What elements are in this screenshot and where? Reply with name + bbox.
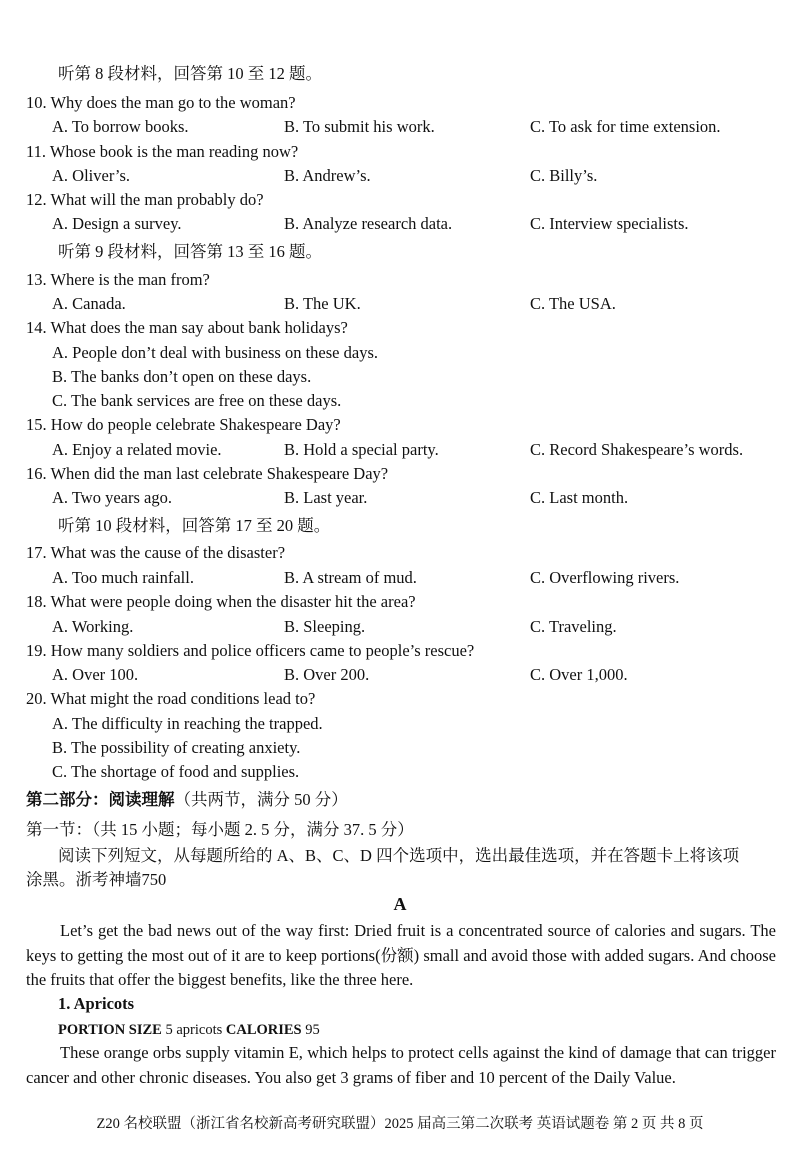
q18-option-a: A. Working. — [52, 617, 134, 636]
q15-option-c: C. Record Shakespeare’s words. — [530, 440, 744, 459]
part-2-title: 第二部分：阅读理解 — [26, 790, 175, 809]
q20-option-c: C. The shortage of food and supplies. — [52, 762, 300, 781]
question-10-stem: 10. Why does the man go to the woman? — [26, 93, 296, 112]
q17-option-c: C. Overflowing rivers. — [530, 568, 680, 587]
q15-option-a: A. Enjoy a related movie. — [52, 440, 222, 459]
q17-option-a: A. Too much rainfall. — [52, 568, 194, 587]
calories-label: CALORIES — [225, 1022, 302, 1038]
q19-option-b: B. Over 200. — [284, 665, 370, 684]
q14-option-a: A. People don’t deal with business on these days. — [52, 343, 378, 362]
question-19-stem: 19. How many soldiers and police officers came to people’s rescue? — [26, 641, 475, 660]
passage-a-paragraph-1: Let’s get the bad news out of the way first: Dried fruit is a concentrated source of calories and sugars. The keys to getting the most out of it are to keep portions(份额) small and avoid those with added sugars. And choose the fruits that offer the biggest benefits, like the three here. — [26, 921, 776, 989]
portion-size-label: PORTION SIZE — [58, 1022, 162, 1038]
q19-option-a: A. Over 100. — [52, 665, 139, 684]
section-1-heading: 第一节：（共 15 小题；每小题 2. 5 分，满分 37. 5 分） — [26, 820, 414, 839]
q16-option-c: C. Last month. — [530, 488, 629, 507]
q10-option-c: C. To ask for time extension. — [530, 117, 721, 136]
reading-instruction: 阅读下列短文，从每题所给的 A、B、C、D 四个选项中，选出最佳选项，并在答题卡上将该项 — [58, 846, 740, 865]
q16-option-a: A. Two years ago. — [52, 488, 172, 507]
page-footer: Z20 名校联盟（浙江省名校新高考研究联盟）2025 届高三第二次联考 英语试题卷 第 2 页 共 8 页 — [96, 1116, 704, 1132]
q20-option-b: B. The possibility of creating anxiety. — [52, 738, 301, 757]
question-14-stem: 14. What does the man say about bank holidays? — [26, 318, 348, 337]
question-12-stem: 12. What will the man probably do? — [26, 190, 264, 209]
q16-option-b: B. Last year. — [284, 488, 368, 507]
q17-option-b: B. A stream of mud. — [284, 568, 417, 587]
part-2-title-note: （共两节，满分 50 分） — [174, 790, 348, 809]
passage-a-heading: A — [393, 894, 407, 914]
question-15-stem: 15. How do people celebrate Shakespeare Day? — [26, 415, 341, 434]
q12-option-b: B. Analyze research data. — [284, 214, 453, 233]
q10-option-a: A. To borrow books. — [52, 117, 189, 136]
section-10-intro: 听第 10 段材料，回答第 17 至 20 题。 — [58, 516, 331, 535]
question-20-stem: 20. What might the road conditions lead to? — [26, 689, 316, 708]
question-18-stem: 18. What were people doing when the disaster hit the area? — [26, 592, 416, 611]
q12-option-a: A. Design a survey. — [52, 214, 182, 233]
passage-a-paragraph-2: These orange orbs supply vitamin E, which helps to protect cells against the kind of damage that can trigger cancer and other chronic diseases. You also get 3 grams of fiber and 10 percent of the Daily Value. — [26, 1043, 776, 1087]
portion-size-value: 5 apricots — [165, 1022, 223, 1038]
q11-option-c: C. Billy’s. — [530, 166, 598, 185]
q14-option-c: C. The bank services are free on these days. — [52, 391, 342, 410]
item-1-title: 1. Apricots — [58, 994, 135, 1013]
q13-option-a: A. Canada. — [52, 294, 126, 313]
q14-option-b: B. The banks don’t open on these days. — [52, 367, 312, 386]
q19-option-c: C. Over 1,000. — [530, 665, 628, 684]
question-11-stem: 11. Whose book is the man reading now? — [26, 142, 299, 161]
q18-option-b: B. Sleeping. — [284, 617, 366, 636]
part-2-heading — [26, 790, 348, 810]
section-9-intro: 听第 9 段材料，回答第 13 至 16 题。 — [58, 242, 322, 261]
q12-option-c: C. Interview specialists. — [530, 214, 689, 233]
q18-option-c: C. Traveling. — [530, 617, 617, 636]
q13-option-b: B. The UK. — [284, 294, 361, 313]
question-16-stem: 16. When did the man last celebrate Shakespeare Day? — [26, 464, 389, 483]
q15-option-b: B. Hold a special party. — [284, 440, 439, 459]
question-17-stem: 17. What was the cause of the disaster? — [26, 543, 286, 562]
portion-info — [58, 1020, 320, 1040]
reading-instruction-cont: 涂黑。浙考神墙750 — [26, 870, 167, 889]
q10-option-b: B. To submit his work. — [284, 117, 435, 136]
q11-option-b: B. Andrew’s. — [284, 166, 371, 185]
q13-option-c: C. The USA. — [530, 294, 616, 313]
question-13-stem: 13. Where is the man from? — [26, 270, 210, 289]
calories-value: 95 — [305, 1022, 320, 1038]
section-8-intro: 听第 8 段材料，回答第 10 至 12 题。 — [58, 64, 322, 83]
q20-option-a: A. The difficulty in reaching the trapped. — [52, 714, 323, 733]
q11-option-a: A. Oliver’s. — [52, 166, 131, 185]
